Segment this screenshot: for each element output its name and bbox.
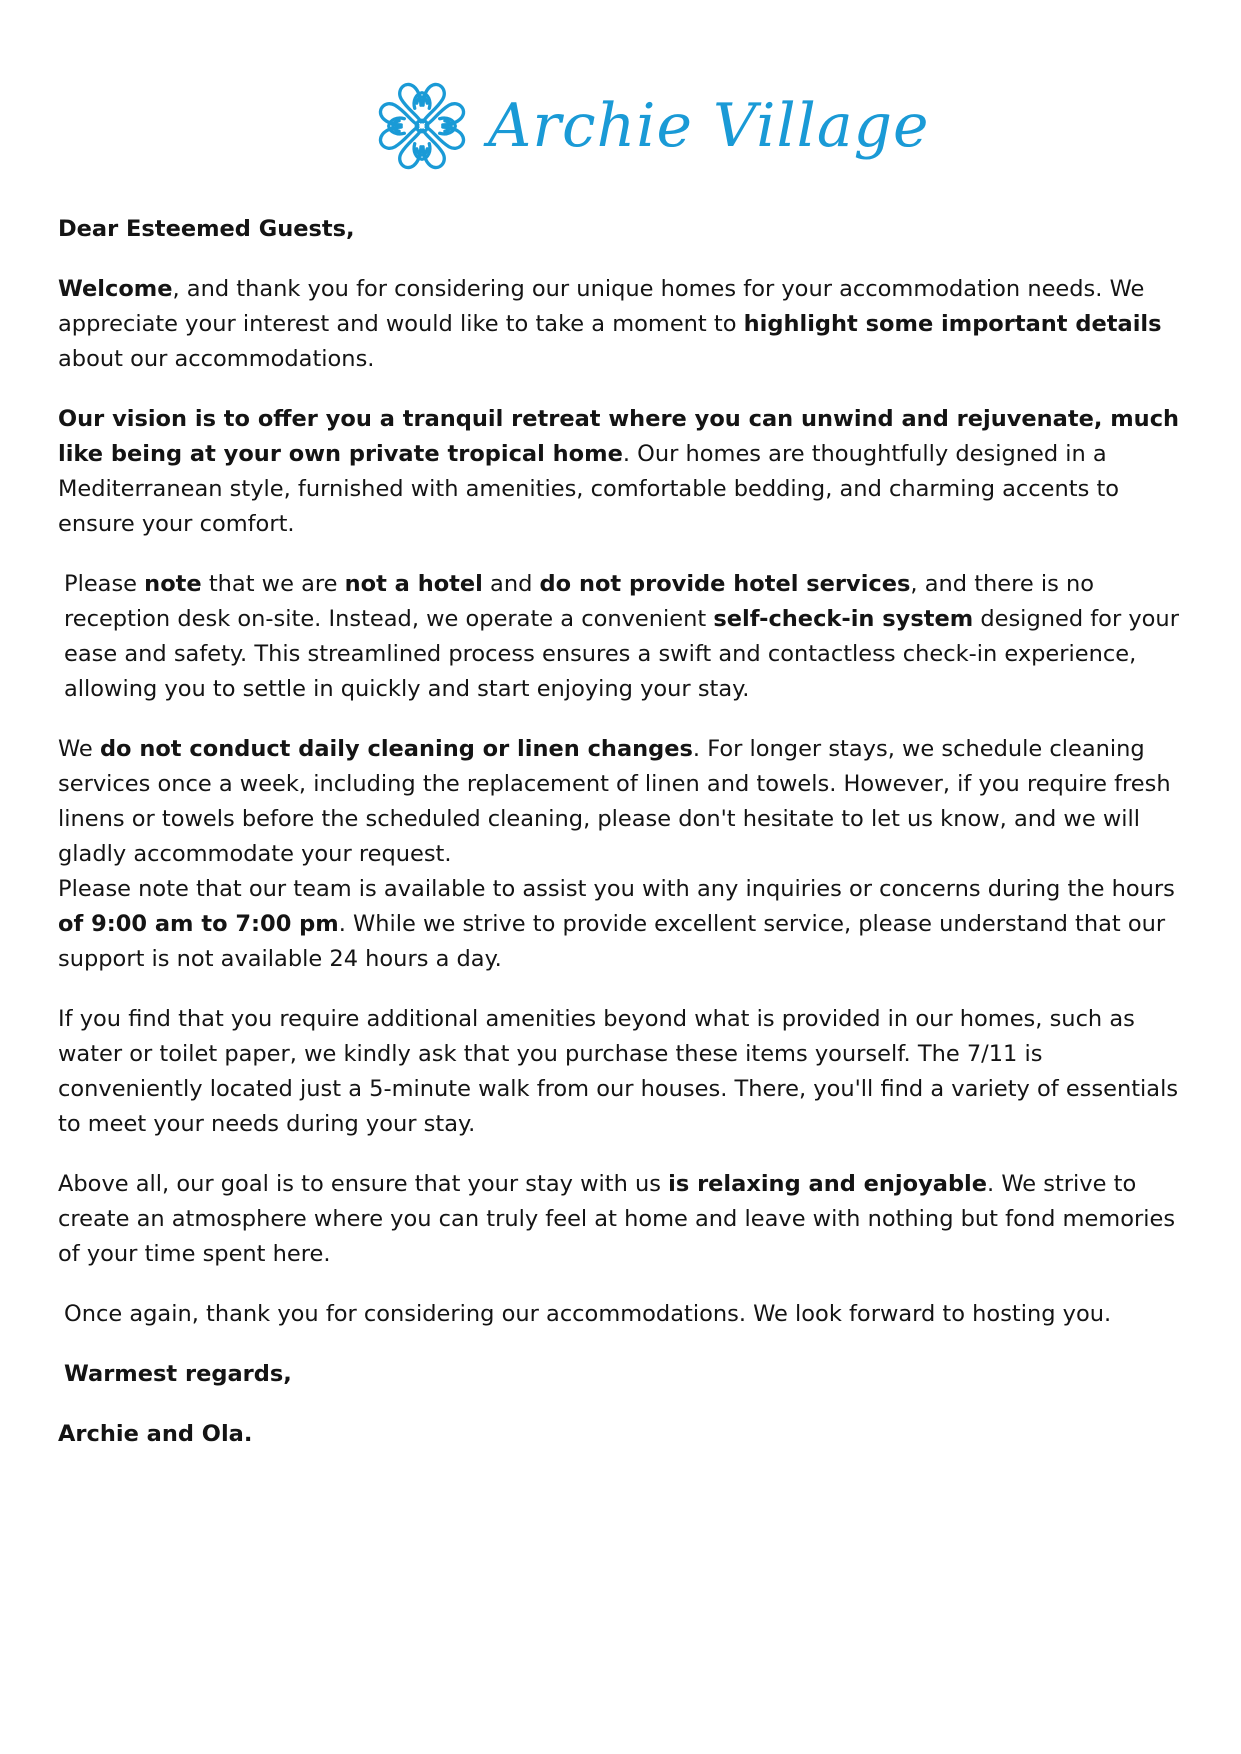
clover-knot-icon	[370, 74, 474, 178]
letter-body	[58, 212, 1184, 1477]
brand-name: Archie Village	[488, 91, 930, 161]
paragraph-vision: Our vision is to offer you a tranquil retreat where you can unwind and rejuvenate, much like being at your own private tropical home. Our homes are thoughtfully designed in a Mediterranean style, furnished with amenities, comfortable bedding, and charming accents to ensure your comfort.	[58, 406, 1180, 537]
salutation: Dear Esteemed Guests,	[58, 216, 355, 242]
paragraph-thank-you: Once again, thank you for considering our accommodations. We look forward to hosting you.	[64, 1301, 1112, 1327]
paragraph-welcome: Welcome, and thank you for considering our unique homes for your accommodation needs. We appreciate your interest and would like to take a moment to highlight some important details about our accommodations.	[58, 276, 1162, 372]
paragraph-not-a-hotel: Please note that we are not a hotel and do not provide hotel services, and there is no reception desk on-site. Instead, we operate a convenient self-check-in system designed for your ease and safety. This streamlined process ensures a swift and contactless check-in experience, allowing you to settle in quickly and start enjoying your stay.	[64, 571, 1179, 702]
paragraph-cleaning: We do not conduct daily cleaning or linen changes. For longer stays, we schedule cleaning services once a week, including the replacement of linen and towels. However, if you require fresh linens or towels before the scheduled cleaning, please don't hesitate to let us know, and we will gladly accommodate your request.	[58, 736, 1171, 867]
paragraph-amenities: If you find that you require additional amenities beyond what is provided in our homes, such as water or toilet paper, we kindly ask that you purchase these items yourself. The 7/11 is conveniently located just a 5-minute walk from our houses. There, you'll find a variety of essentials to meet your needs during your stay.	[58, 1006, 1179, 1137]
letterhead	[0, 74, 1241, 178]
paragraph-support-hours: Please note that our team is available to assist you with any inquiries or concerns during the hours of 9:00 am to 7:00 pm. While we strive to provide excellent service, please understand that our support is not available 24 hours a day.	[58, 876, 1175, 972]
paragraph-goal: Above all, our goal is to ensure that your stay with us is relaxing and enjoyable. We strive to create an atmosphere where you can truly feel at home and leave with nothing but fond memories of your time spent here.	[58, 1171, 1176, 1267]
closing: Warmest regards,	[64, 1361, 292, 1387]
signature: Archie and Ola.	[58, 1421, 253, 1447]
